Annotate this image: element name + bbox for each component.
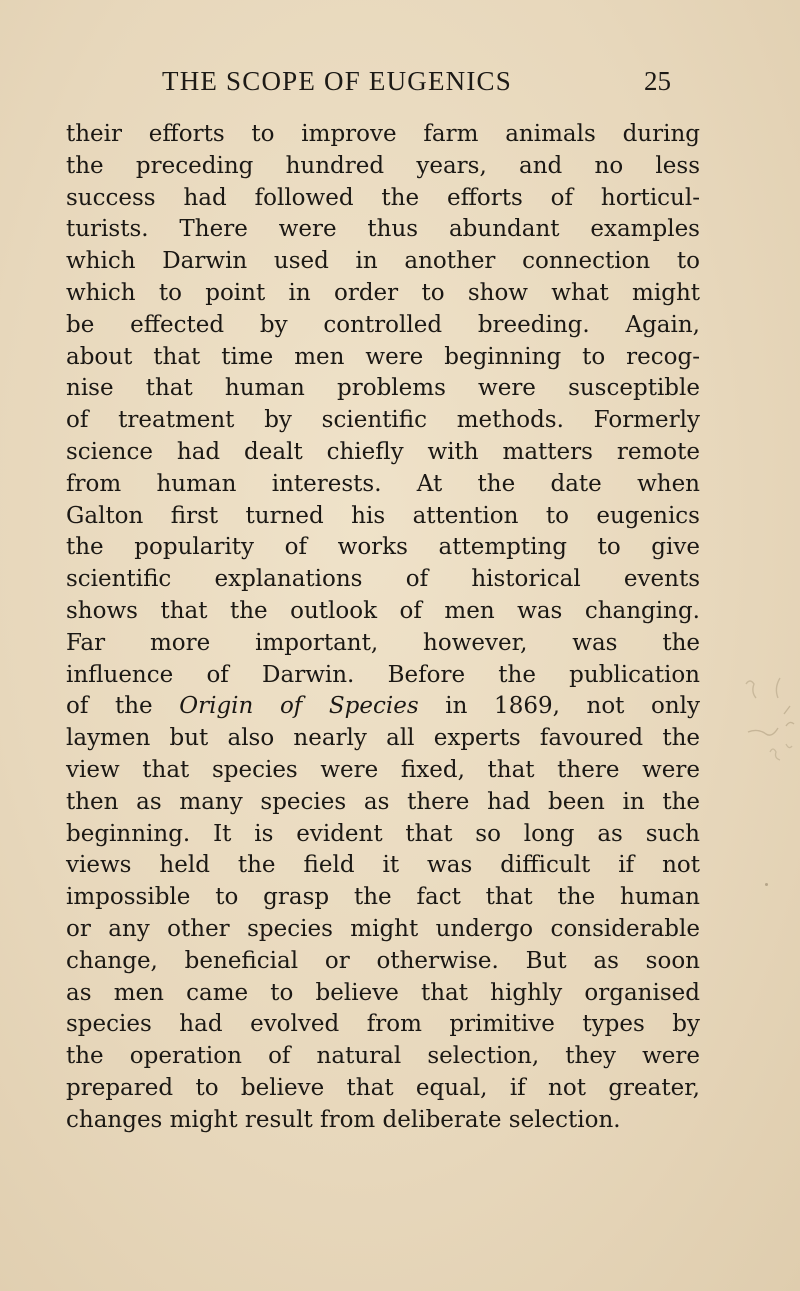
text-line: be effected by controlled breeding. Again, <box>66 311 700 338</box>
text-line: view that species were fixed, that there were <box>66 756 700 783</box>
text-line: about that time men were beginning to recog- <box>66 343 700 370</box>
paper-speck <box>765 883 768 886</box>
text-line: the operation of natural selection, they were <box>66 1043 700 1070</box>
text-line: success had followed the efforts of horticul- <box>66 184 700 211</box>
text-line: nise that human problems were susceptible <box>66 375 700 402</box>
text-line: of treatment by scientific methods. Formerly <box>66 407 700 434</box>
text-line: species had evolved from primitive types by <box>66 1011 700 1038</box>
text-line: science had dealt chiefly with matters remote <box>66 438 700 465</box>
text-line: views held the field it was difficult if not <box>66 852 700 879</box>
text-line: their efforts to improve farm animals during <box>66 121 700 147</box>
text-line: scientific explanations of historical events <box>66 566 700 593</box>
text-line: laymen but also nearly all experts favoured the <box>66 725 700 752</box>
show-through-mark <box>784 706 794 726</box>
text-line: change, beneficial or otherwise. But as soon <box>66 947 700 974</box>
text-line: shows that the outlook of men was changing. <box>66 597 700 624</box>
text-line: or any other species might undergo considerable <box>66 915 700 942</box>
page-number: 25 <box>644 66 671 96</box>
text-line: beginning. It is evident that so long as such <box>66 820 700 847</box>
text-line: which to point in order to show what might <box>66 279 700 306</box>
body-paragraph <box>66 119 700 1137</box>
text-line: influence of Darwin. Before the publication <box>66 661 700 688</box>
text-line: which Darwin used in another connection to <box>66 248 700 275</box>
text-line: then as many species as there had been in the <box>66 788 700 815</box>
show-through-mark <box>746 681 756 698</box>
show-through-marks <box>740 674 796 784</box>
origin-suffix: in 1869, not only <box>445 693 701 720</box>
text-line: changes might result from deliberate selection. <box>66 1106 621 1133</box>
show-through-mark <box>770 744 792 760</box>
text-line: the popularity of works attempting to give <box>66 534 700 561</box>
text-line: impossible to grasp the fact that the human <box>66 884 700 911</box>
book-title-italic: Origin of Species <box>179 693 419 720</box>
text-line: Far more important, however, was the <box>66 629 700 656</box>
origin-prefix: of the <box>66 693 153 720</box>
text-line: from human interests. At the date when <box>66 470 700 497</box>
running-title: THE SCOPE OF EUGENICS <box>162 66 512 96</box>
show-through-mark <box>748 728 778 735</box>
text-line-origin <box>66 691 700 723</box>
text-line: prepared to believe that equal, if not greater, <box>66 1074 700 1101</box>
running-head <box>0 62 800 112</box>
text-line: Galton first turned his attention to eugenics <box>66 502 700 529</box>
text-line: the preceding hundred years, and no less <box>66 152 700 179</box>
text-line: turists. There were thus abundant examples <box>66 216 700 243</box>
show-through-mark <box>776 678 780 698</box>
text-line: as men came to believe that highly organised <box>66 979 700 1006</box>
